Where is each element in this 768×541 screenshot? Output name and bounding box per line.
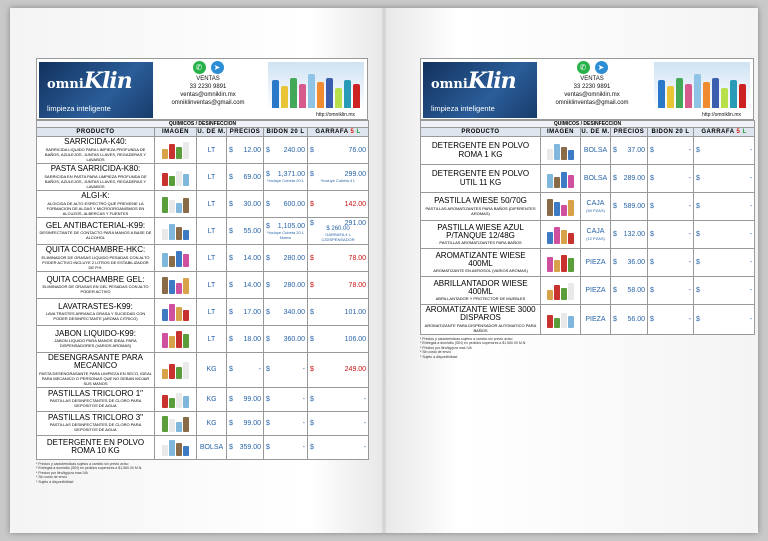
product-name: DETERGENTE EN POLVO ROMA 10 KG — [46, 437, 145, 456]
col-bidon: BIDON 20 L — [648, 128, 694, 137]
bidon-cell: $ - — [648, 193, 694, 221]
col-unit: U. DE M. — [197, 129, 226, 135]
col-prices: PRECIOS — [611, 128, 648, 137]
brand-logo: omniKlin limpieza inteligente — [39, 62, 153, 118]
product-name: SARRICIDA-K40: — [64, 137, 127, 147]
unit-cell: LT — [197, 218, 227, 245]
product-name: QUITA COCHAMBRE-HKC: — [45, 245, 146, 255]
price-cell: $ 600.00 — [264, 191, 308, 218]
product-name-cell — [37, 164, 155, 191]
unit-cell: PIEZA — [581, 305, 611, 335]
telegram-icon: ➤ — [211, 61, 224, 74]
product-name-cell — [421, 137, 541, 165]
price-cell: $ 58.00 — [611, 277, 648, 305]
garrafa-cell: $ - — [308, 435, 369, 459]
unit-cell: LT — [197, 164, 227, 191]
phone-number: 33 2230 9891 — [573, 84, 611, 90]
price-cell: $ 99.00 — [227, 387, 264, 411]
product-image — [160, 390, 192, 408]
col-product: PRODUCTO — [37, 128, 155, 137]
product-image — [545, 282, 577, 300]
price-table-right — [420, 120, 755, 335]
unit-cell: BOLSA — [197, 435, 227, 459]
footnotes: * Precios y caracteristicas sujetos a cambio sin previo aviso * Entregas a domicilio (SIN) en pedidos superiores a $1,560.00 M.N. * Precios por litro/kg/pza mas IVA * Sin costo de envío * Sujeto a disponibilidad — [420, 336, 527, 359]
table-row — [421, 305, 755, 335]
price-cell: $ 17.00 — [227, 299, 264, 326]
table-row — [37, 435, 369, 459]
price-cell: $ 1,105.00 *Incluye Cubeta 20 L Nuevo — [264, 218, 308, 245]
price-cell: $ 589.00 — [611, 193, 648, 221]
price-cell: $ 1,371.00 *Incluye Cubeta 20 L — [264, 164, 308, 191]
product-image — [160, 276, 192, 294]
contact-block — [549, 61, 635, 107]
sales-label: VENTAS — [196, 76, 220, 82]
price-cell: $ 280.00 — [264, 272, 308, 299]
product-name-cell — [421, 193, 541, 221]
price-cell: $ 289.00 — [611, 165, 648, 193]
product-desc: SARRICIDA LIQUIDO PARA LIMPIEZA PROFUNDA DE BAÑOS, AZULEJOS, JUNTAS LLAVES, REGADERAS Y LAVABOS — [44, 146, 147, 162]
garrafa-cell: $ 299.00 *Incluye Cubeta 4 L — [308, 164, 369, 191]
product-image — [545, 170, 577, 188]
table-row — [37, 218, 369, 245]
table-row — [37, 164, 369, 191]
price-cell: $ - — [264, 387, 308, 411]
price-cell: $ 55.00 — [227, 218, 264, 245]
email-primary[interactable]: ventas@omniklin.mx — [180, 92, 236, 98]
product-desc: SARRICIDA EN PASTA PARA LIMPIEZA PROFUNDA DE BAÑOS, AZULEJOS, JUNTAS LLAVES, REGADERAS Y LAVABOS — [44, 173, 147, 189]
product-name: JABON LIQUIDO-K99: — [55, 328, 136, 338]
footnotes: * Precios y caracteristicas sujetos a cambio sin previo aviso * Entregas a domicilio (SIN) en pedidos superiores a $1,560.00 M.N. * Precios por litro/kg/pza mas IVA * Sin costo de envío * Sujeto a disponibilidad — [36, 461, 143, 484]
product-name-cell — [37, 435, 155, 459]
price-cell: $ 132.00 — [611, 221, 648, 249]
unit-cell: LT — [197, 245, 227, 272]
product-image — [160, 303, 192, 321]
price-cell: $ 360.00 — [264, 326, 308, 353]
unit-cell: LT — [197, 299, 227, 326]
bidon-cell: $ - — [648, 277, 694, 305]
product-desc: LAVA TRASTES ARRANCA GRASA Y SUCIEDAD CON PODER DESINFECTANTE (AROMA CITRICO) — [45, 311, 146, 322]
section-caption: QUIMICOS / DESINFECCION — [37, 121, 369, 128]
product-desc: PASTILLAS AROMATIZANTES PARA BAÑOS (DIFERENTES AROMAS) — [425, 205, 536, 216]
product-desc: ABRILLANTADOR Y PROTECTOR DE MUEBLES — [435, 296, 526, 302]
price-cell: $ 30.00 — [227, 191, 264, 218]
product-name-cell — [421, 305, 541, 335]
col-garrafa: GARRAFA 5 L — [694, 128, 755, 137]
price-cell: $ 340.00 — [264, 299, 308, 326]
website-link[interactable]: http://omniklin.mx — [316, 112, 355, 118]
bidon-cell: $ - — [648, 305, 694, 335]
product-name-cell — [37, 387, 155, 411]
product-name-cell — [37, 191, 155, 218]
product-image — [160, 195, 192, 213]
product-name: PASTILLAS TRICLORO 3" — [47, 413, 144, 423]
product-name-cell — [37, 218, 155, 245]
product-name-cell — [37, 272, 155, 299]
website-link[interactable]: http://omniklin.mx — [702, 112, 741, 118]
product-image — [160, 438, 192, 456]
price-cell: $ 359.00 — [227, 435, 264, 459]
unit-cell: BOLSA — [581, 165, 611, 193]
table-row — [37, 137, 369, 164]
left-page — [36, 58, 368, 484]
product-name: ALGI-K: — [81, 191, 110, 201]
product-desc: PASTILLAS DESINFECTANTES DE CLORO PARA DEPOSITOS DE AGUA — [49, 398, 142, 409]
product-name: PASTA SARRICIDA-K80: — [50, 164, 141, 174]
product-desc: ALGICIDA DE ALTO ESPECTRO QUE PREVIENE LA FORMACION DE ALGAS Y MICROORGANISMOS EN ALCUZOS, ALBERCAS Y FUENTES — [46, 200, 145, 216]
unit-cell: KG — [197, 353, 227, 388]
table-row — [37, 272, 369, 299]
garrafa-cell: $ 142.00 — [308, 191, 369, 218]
garrafa-cell: $ - — [308, 411, 369, 435]
product-name: PASTILLA WIESE 50/70G — [434, 196, 527, 206]
section-caption: QUIMICOS / DESINFECCION — [421, 121, 755, 128]
telegram-icon: ➤ — [595, 61, 608, 74]
garrafa-cell: $ 101.00 — [308, 299, 369, 326]
col-bidon: BIDON 20 L — [264, 128, 308, 137]
unit-cell: LT — [197, 137, 227, 164]
unit-cell: PIEZA — [581, 277, 611, 305]
product-name-cell — [421, 221, 541, 249]
bidon-cell: $ - — [648, 221, 694, 249]
price-cell: $ - — [264, 411, 308, 435]
product-name: QUITA COCHAMBRE GEL: — [46, 274, 145, 284]
unit-cell: LT — [197, 191, 227, 218]
col-garrafa: GARRAFA 5 L — [308, 128, 369, 137]
product-image — [545, 310, 577, 328]
col-product: PRODUCTO — [421, 128, 541, 137]
garrafa-cell: $ 106.00 — [308, 326, 369, 353]
table-row — [37, 245, 369, 272]
price-cell: $ 14.00 — [227, 245, 264, 272]
unit-cell: LT — [197, 326, 227, 353]
brand-logo: omniKlin limpieza inteligente — [423, 62, 537, 118]
product-image — [160, 141, 192, 159]
garrafa-cell: $ - — [694, 193, 755, 221]
product-desc: PASTILLAS DESINFECTANTES DE CLORO PARA DEPOSITOS DE AGUA — [49, 422, 142, 433]
product-name-cell — [37, 137, 155, 164]
garrafa-cell: $ 249.00 — [308, 353, 369, 388]
products-photo — [268, 62, 364, 110]
garrafa-cell: $ 76.00 — [308, 137, 369, 164]
unit-cell: KG — [197, 411, 227, 435]
product-name-cell — [421, 249, 541, 277]
email-secondary[interactable]: omniklinventas@gmail.com — [555, 100, 629, 106]
unit-cell: BOLSA — [581, 137, 611, 165]
product-name: PASTILLA WIESE AZUL P/TANQUE 12/48G — [437, 222, 524, 240]
unit-cell: LT — [197, 272, 227, 299]
product-image — [160, 414, 192, 432]
price-cell: $ 280.00 — [264, 245, 308, 272]
whatsapp-icon: ✆ — [577, 61, 590, 74]
table-row — [421, 137, 755, 165]
product-desc: ELIMINADOR DE GRASAS LIQUIDO PESADAS CON ALTO PODER ACTIVO INCLUYE 2 LITROS DE ESTABILIZADOR DE P.H. — [41, 254, 150, 270]
phone-number: 33 2230 9891 — [189, 84, 227, 90]
table-row — [37, 326, 369, 353]
product-image — [160, 168, 192, 186]
table-row — [421, 165, 755, 193]
price-table-left — [36, 120, 369, 460]
unit-cell: CAJA (50 PZAS) — [581, 193, 611, 221]
col-image: IMAGEN — [541, 128, 581, 137]
garrafa-cell: $ - — [694, 249, 755, 277]
product-name-cell — [37, 353, 155, 388]
product-name: DETERGENTE EN POLVO ROMA 1 KG — [431, 141, 530, 159]
price-cell: $ 37.00 — [611, 137, 648, 165]
bidon-cell: $ - — [648, 137, 694, 165]
product-name: LAVATRASTES-K99: — [58, 301, 133, 311]
product-image — [160, 222, 192, 240]
product-name: AROMATIZANTE WIESE 400ML — [435, 250, 526, 268]
garrafa-cell: $ - — [694, 137, 755, 165]
product-desc: ELIMINADOR DE GRASAS EN GEL PESADAS CON ALTO PODER ACTIVO — [42, 284, 149, 295]
product-image — [545, 226, 577, 244]
garrafa-cell: $ 78.00 — [308, 245, 369, 272]
price-cell: $ 36.00 — [611, 249, 648, 277]
page-header — [36, 58, 368, 120]
table-row — [421, 277, 755, 305]
products-photo — [654, 62, 750, 110]
price-cell: $ 18.00 — [227, 326, 264, 353]
product-image — [545, 198, 577, 216]
product-image — [545, 254, 577, 272]
price-cell: $ - — [264, 435, 308, 459]
product-image — [160, 330, 192, 348]
col-unit: U. DE M. — [581, 129, 610, 135]
product-image — [545, 142, 577, 160]
table-row — [37, 387, 369, 411]
product-desc: DESINFECTANTE DE CONTACTO PARA MANOS A BASE DE ALCOHOL — [39, 230, 152, 241]
table-row — [421, 221, 755, 249]
garrafa-cell: $ - — [694, 221, 755, 249]
price-cell: $ 99.00 — [227, 411, 264, 435]
product-name: DETERGENTE EN POLVO UTIL 11 KG — [431, 169, 530, 187]
garrafa-cell: $ - — [694, 165, 755, 193]
product-name-cell — [37, 326, 155, 353]
product-name-cell — [37, 245, 155, 272]
price-cell: $ - — [264, 353, 308, 388]
product-name-cell — [37, 411, 155, 435]
catalog-spread — [10, 8, 758, 533]
garrafa-cell: $ - — [694, 305, 755, 335]
right-page — [420, 58, 754, 359]
product-desc: AROMATIZANTE EN AEROSOL (VARIOS AROMAS) — [433, 268, 528, 274]
bidon-cell: $ - — [648, 165, 694, 193]
product-name-cell — [421, 277, 541, 305]
product-image — [160, 249, 192, 267]
col-prices: PRECIOS — [227, 128, 264, 137]
unit-cell: KG — [197, 387, 227, 411]
product-desc: PASTILLAS AROMATIZANTES PARA BAÑOS — [439, 240, 522, 246]
garrafa-cell: $ 291.00 $ 260.00 GARRAFA 4 L C/DISPENSADOR — [308, 218, 369, 245]
unit-cell: PIEZA — [581, 249, 611, 277]
brand-tagline: limpieza inteligente — [431, 104, 495, 113]
garrafa-cell: $ - — [694, 277, 755, 305]
contact-block — [165, 61, 251, 107]
product-desc: PASTA DESENGRASANTE PARA LIMPIEZA EN SECO, IDEAL PARA MECANICO O PERSONAS QUE NO DEBAN MOJAR SUS MANOS — [39, 370, 152, 386]
table-row — [37, 411, 369, 435]
product-image — [160, 361, 192, 379]
table-row — [37, 299, 369, 326]
whatsapp-icon: ✆ — [193, 61, 206, 74]
email-secondary[interactable]: omniklinventas@gmail.com — [171, 100, 245, 106]
product-name-cell — [37, 299, 155, 326]
table-row — [37, 353, 369, 388]
garrafa-cell: $ - — [308, 387, 369, 411]
price-cell: $ 69.00 — [227, 164, 264, 191]
table-row — [421, 249, 755, 277]
unit-cell: CAJA (12 PZAS) — [581, 221, 611, 249]
email-primary[interactable]: ventas@omniklin.mx — [564, 92, 620, 98]
price-cell: $ 12.00 — [227, 137, 264, 164]
col-image: IMAGEN — [155, 128, 197, 137]
product-name-cell — [421, 165, 541, 193]
product-name: PASTILLAS TRICLORO 1" — [47, 389, 144, 399]
product-desc: AROMATIZANTE PARA DISPENSADOR AUTOMATICO PARA BAÑOS — [424, 322, 537, 333]
price-cell: $ 56.00 — [611, 305, 648, 335]
price-cell: $ 14.00 — [227, 272, 264, 299]
page-header — [420, 58, 754, 120]
product-name: AROMATIZANTE WIESE 3000 DISPAROS — [425, 305, 536, 323]
product-name: GEL ANTIBACTERIAL-K99: — [45, 220, 146, 230]
product-desc: JABON LIQUIDO PARA MANOS IDEAL PARA DISPENSADORES (VARIOS AROMAS) — [54, 338, 137, 349]
table-row — [37, 191, 369, 218]
garrafa-cell: $ 78.00 — [308, 272, 369, 299]
brand-tagline: limpieza inteligente — [47, 104, 111, 113]
price-cell: $ - — [227, 353, 264, 388]
product-name: DESENGRASANTE PARA MECANICO — [48, 353, 143, 371]
product-name: ABRILLANTADOR WIESE 400ML — [433, 278, 528, 296]
price-cell: $ 240.00 — [264, 137, 308, 164]
sales-label: VENTAS — [580, 76, 604, 82]
bidon-cell: $ - — [648, 249, 694, 277]
table-row — [421, 193, 755, 221]
